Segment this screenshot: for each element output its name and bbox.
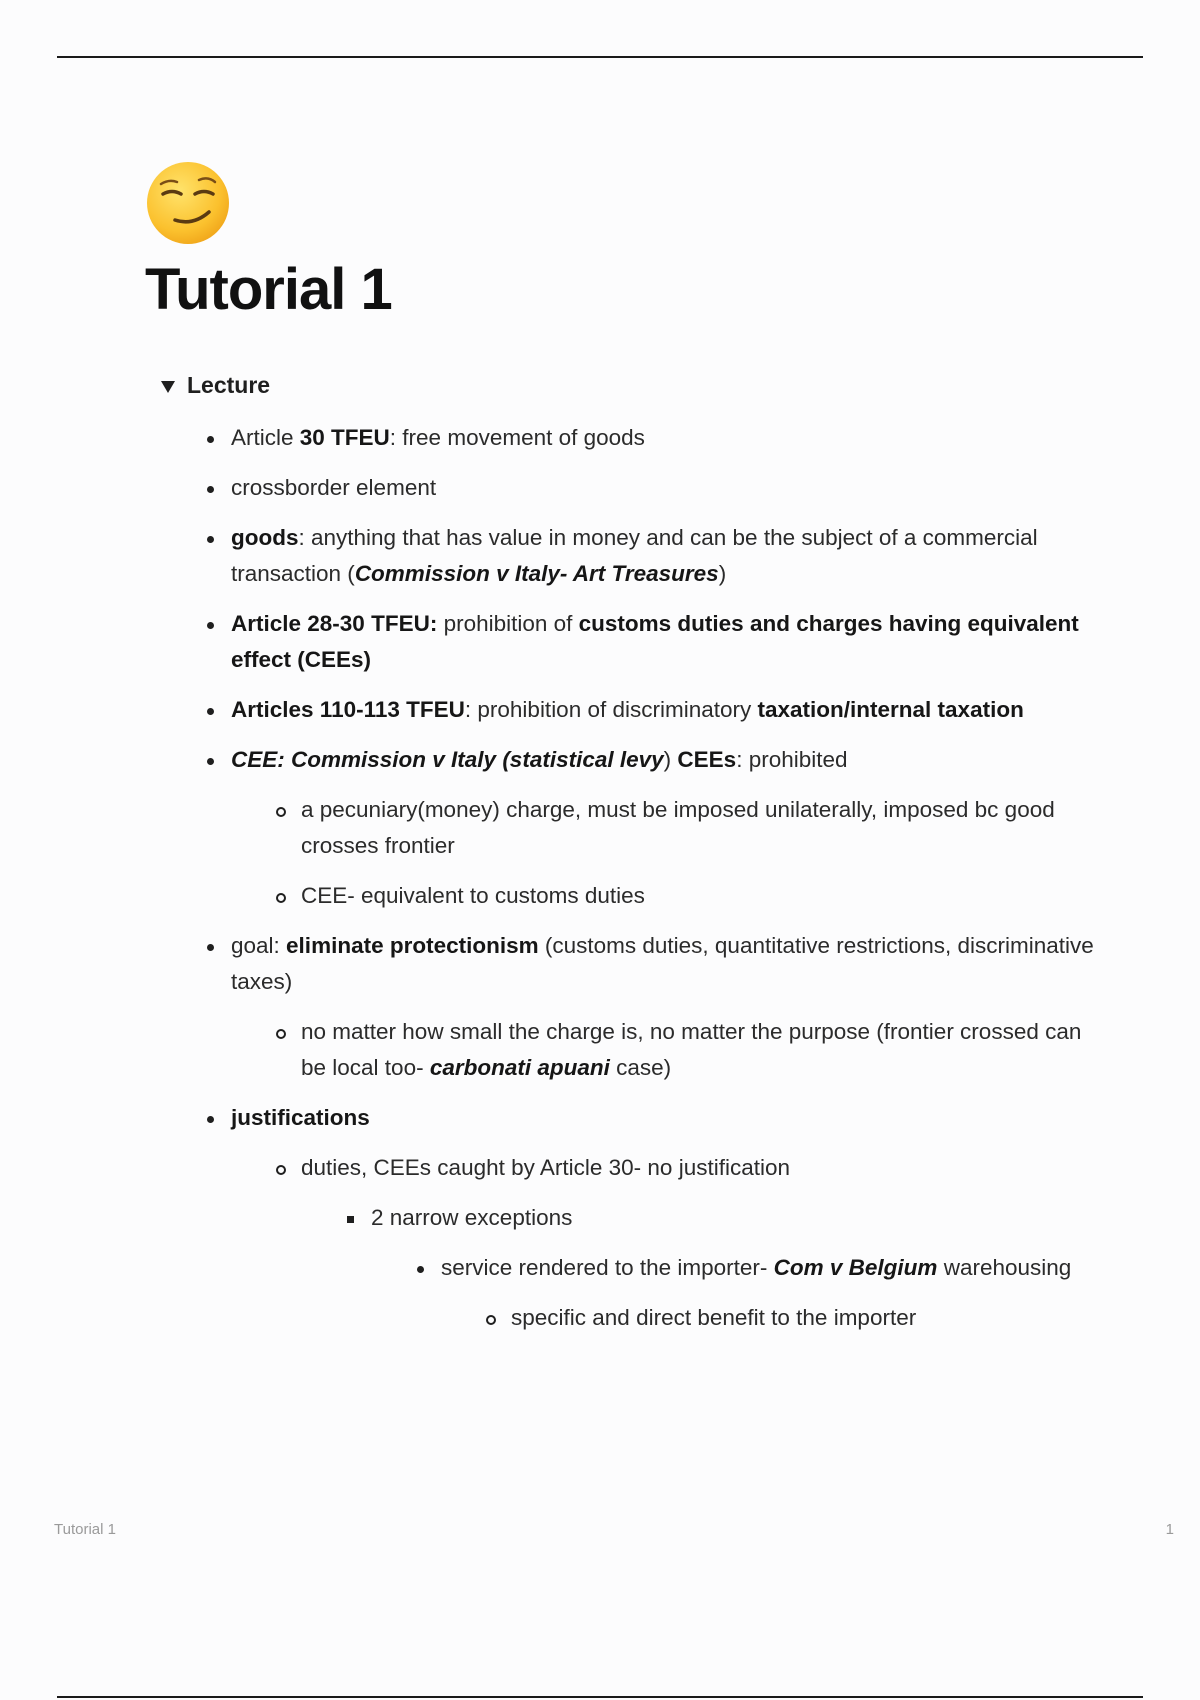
bottom-rule (57, 1696, 1143, 1698)
sub-list (275, 785, 1105, 921)
caret-down-icon[interactable] (161, 381, 175, 393)
item-text: Article 28-30 TFEU: prohibition of customs duties and charges having equivalent effect (CEEs) (231, 611, 1079, 672)
footer-doc-name: Tutorial 1 (54, 1521, 116, 1538)
item-text: CEE- equivalent to customs duties (301, 883, 645, 908)
top-rule (57, 56, 1143, 58)
item-text: goal: eliminate protectionism (customs duties, quantitative restrictions, discriminative taxes) (231, 933, 1094, 994)
page-title: Tutorial 1 (145, 257, 392, 322)
item-text: goods: anything that has value in money and can be the subject of a commercial transaction (Commission v Italy- Art Treasures) (231, 525, 1038, 586)
lecture-list (205, 413, 1105, 1343)
list-item (415, 1243, 1105, 1343)
toggle-label: Lecture (187, 372, 271, 398)
item-text: no matter how small the charge is, no matter the purpose (frontier crossed can be local too- carbonati apuani case) (301, 1019, 1082, 1080)
list-item (205, 685, 1105, 735)
item-text: 2 narrow exceptions (371, 1205, 573, 1230)
list-item (275, 1143, 1105, 1343)
list-item (205, 463, 1105, 513)
item-text: a pecuniary(money) charge, must be imposed unilaterally, imposed bc good crosses frontier (301, 797, 1055, 858)
sub-list (485, 1293, 1105, 1343)
item-text: crossborder element (231, 475, 437, 500)
sub-list (415, 1243, 1105, 1343)
list-item (275, 1007, 1105, 1093)
item-text: Articles 110-113 TFEU: prohibition of discriminatory taxation/internal taxation (231, 697, 1024, 722)
list-item (275, 785, 1105, 871)
list-item (275, 871, 1105, 921)
smirking-face-icon (145, 160, 231, 246)
list-item (205, 599, 1105, 685)
list-item (205, 921, 1105, 1093)
item-text: duties, CEEs caught by Article 30- no justification (301, 1155, 791, 1180)
list-item (205, 513, 1105, 599)
footer-page-number: 1 (1165, 1521, 1174, 1538)
item-text: justifications (231, 1105, 370, 1130)
item-text: Article 30 TFEU: free movement of goods (231, 425, 645, 450)
sub-list (345, 1193, 1105, 1343)
list-item (485, 1293, 1105, 1343)
item-text: CEE: Commission v Italy (statistical levy) CEEs: prohibited (231, 747, 848, 772)
sub-list (275, 1007, 1105, 1093)
page-content (145, 160, 1105, 1343)
item-text: service rendered to the importer- Com v Belgium warehousing (441, 1255, 1072, 1280)
item-text: specific and direct benefit to the importer (511, 1305, 917, 1330)
list-item (205, 1093, 1105, 1343)
list-item (205, 735, 1105, 921)
lecture-toggle[interactable] (161, 372, 1105, 399)
list-item (345, 1193, 1105, 1343)
list-item (205, 413, 1105, 463)
sub-list (275, 1143, 1105, 1343)
